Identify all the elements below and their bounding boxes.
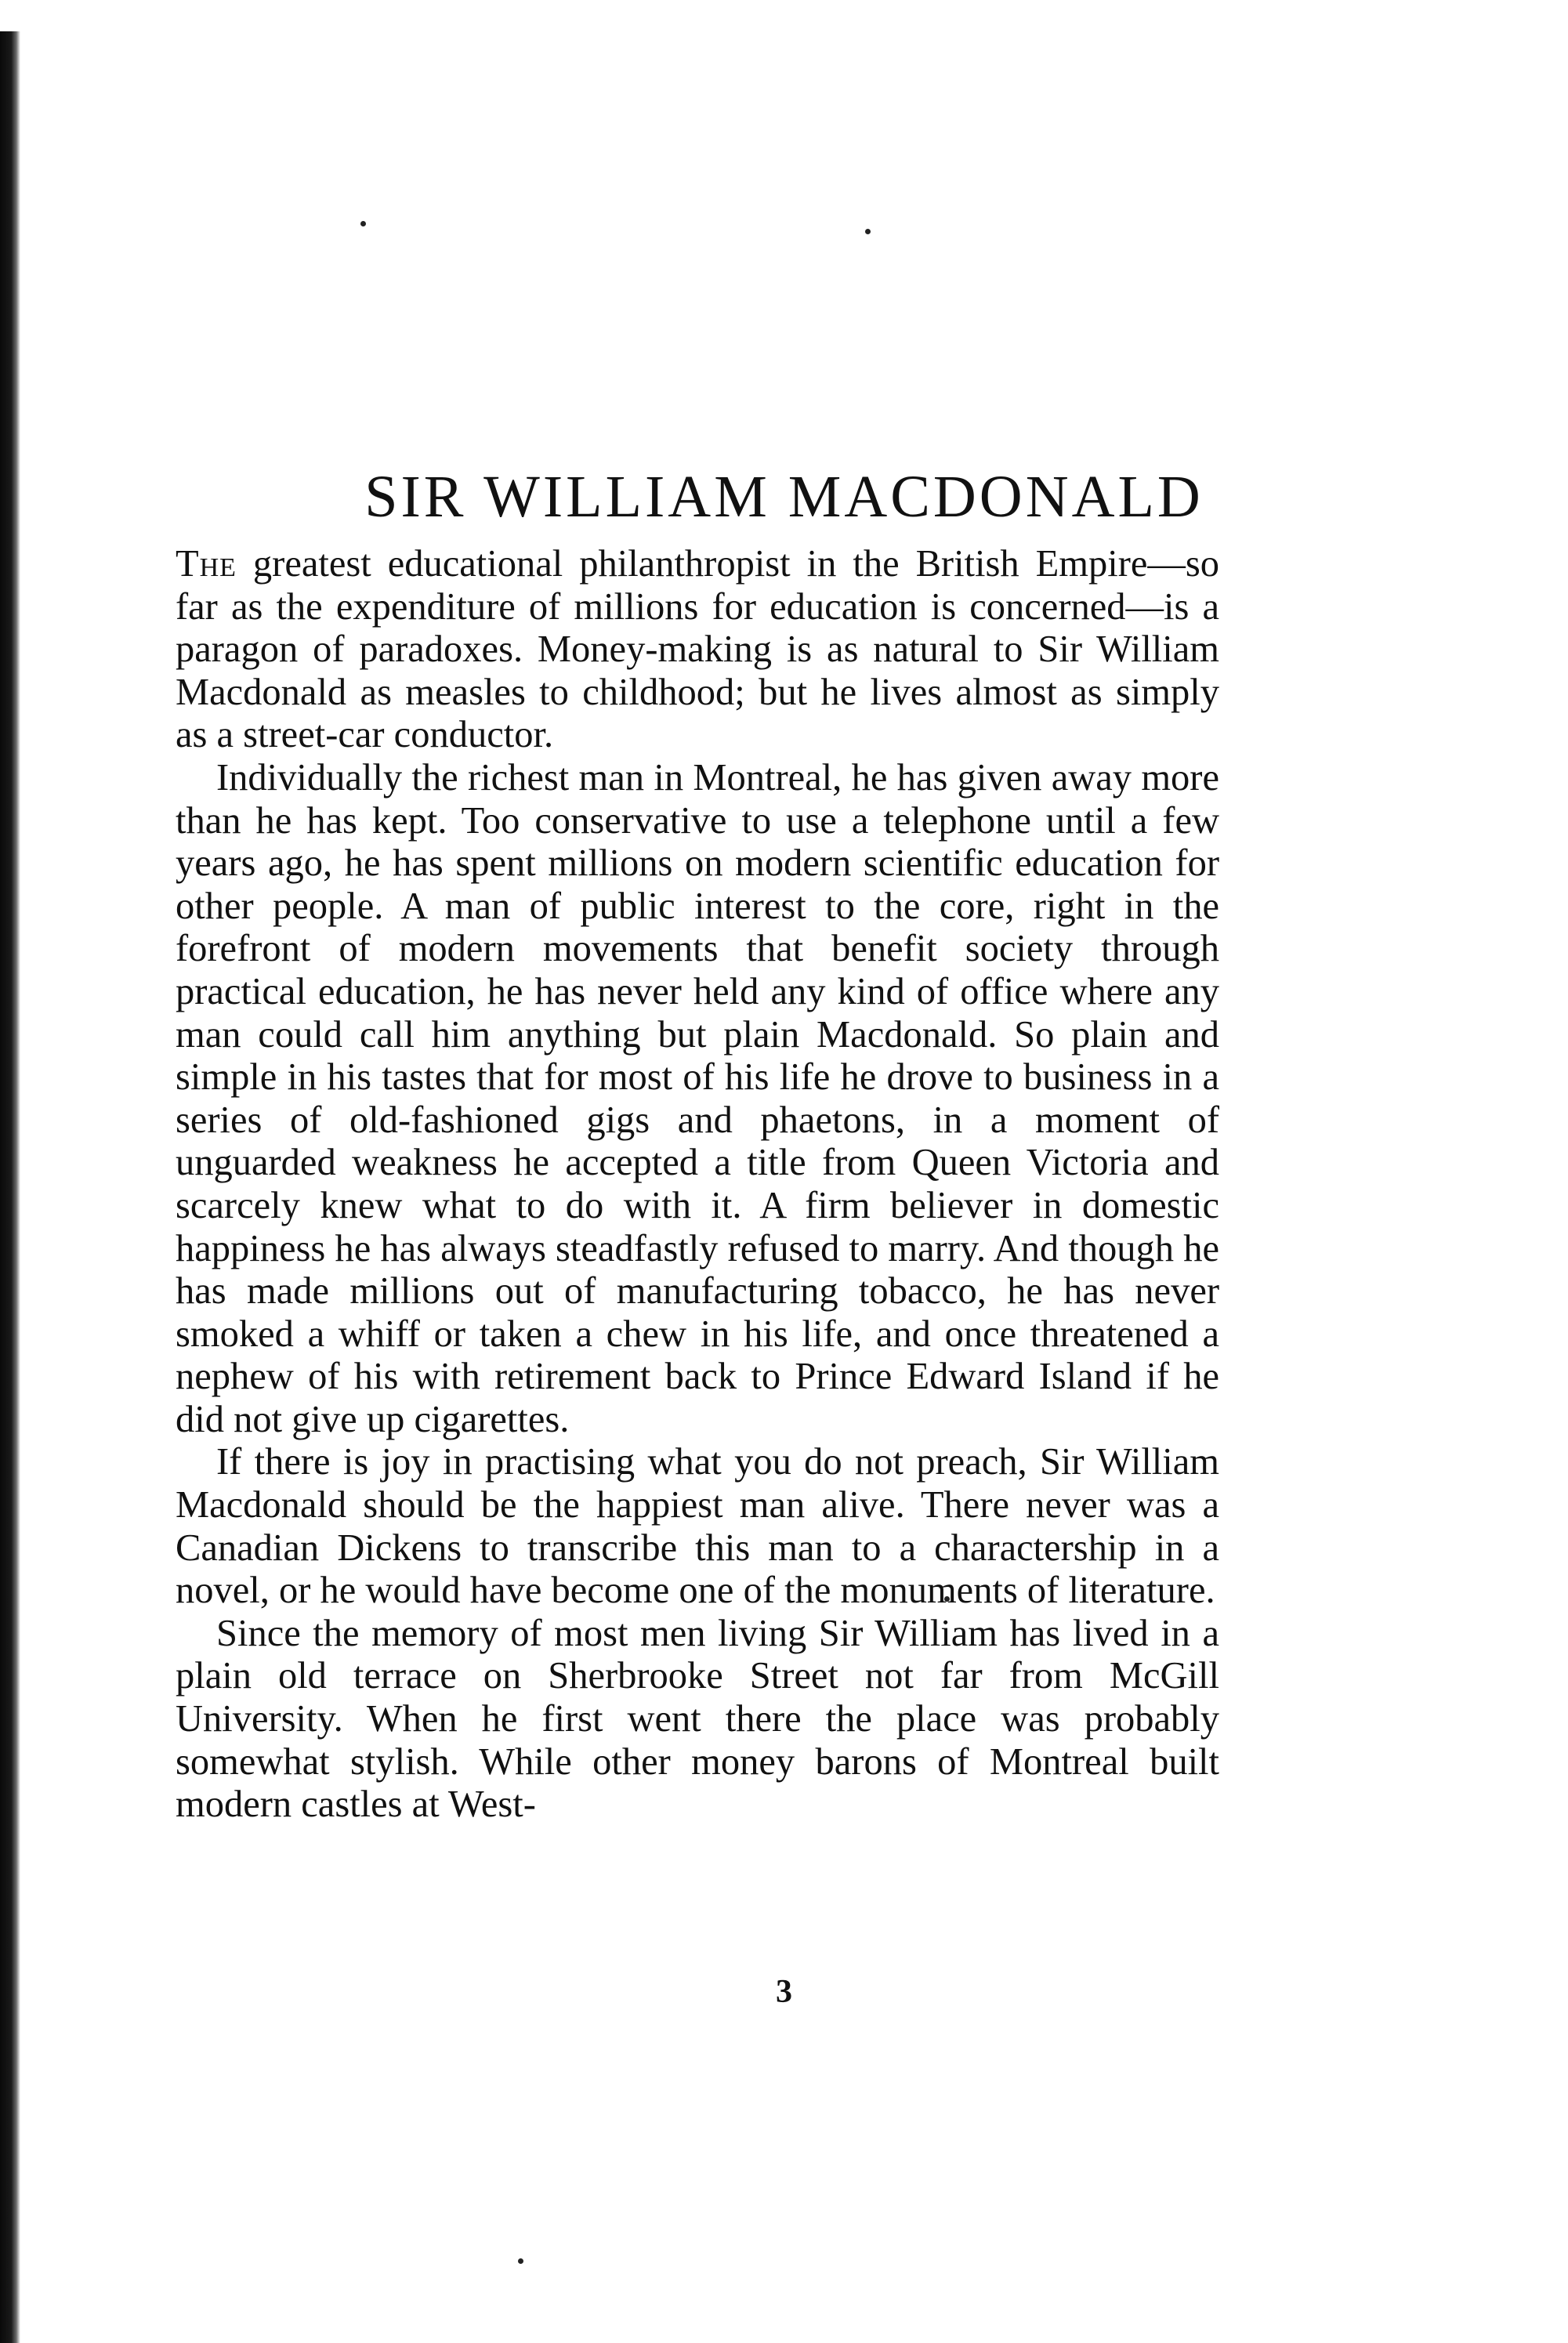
chapter-title: SIR WILLIAM MACDONALD bbox=[364, 463, 1204, 530]
scan-speck bbox=[518, 2258, 523, 2264]
paragraph bbox=[176, 543, 1219, 757]
paragraph: Since the memory of most men living Sir William has lived in a plain old terrace on Sherbrooke Street not far from McGill University. When he first went there the place was probably somewhat stylish. While other money barons of Montreal built modern castles at West- bbox=[176, 1612, 1219, 1826]
page-number: 3 bbox=[776, 1974, 792, 2010]
scan-speck bbox=[865, 229, 871, 234]
scan-speck bbox=[360, 221, 366, 226]
lead-word: The bbox=[176, 543, 237, 585]
paragraph: If there is joy in practising what you do not preach, Sir William Macdonald should be the happiest man alive. There never was a Canadian Dickens to transcribe this man to a charactership in a novel, or he would have become one of the monuments of literature. bbox=[176, 1441, 1219, 1612]
paragraph: Individually the richest man in Montreal, he has given away more than he has kept. Too conservative to use a telephone until a few years ago, he has spent millions on modern scientific education for other people. A man of public interest to the core, right in the forefront of modern movements that benefit society through practical education, he has never held any kind of office where any man could call him anything but plain Macdonald. So plain and simple in his tastes that for most of his life he drove to business in a series of old-fashioned gigs and phaetons, in a moment of unguarded weakness he accepted a title from Queen Victoria and scarcely knew what to do with it. A firm believer in domestic happiness he has always steadfastly refused to marry. And though he has made millions out of manufacturing tobacco, he has never smoked a whiff or taken a chew in his life, and once threatened a nephew of his with retirement back to Prince Edward Island if he did not give up cigarettes. bbox=[176, 756, 1219, 1440]
body-text bbox=[176, 543, 1219, 1827]
paragraph-text: greatest educational philanthropist in the British Empire—so far as the expenditure of millions for education is concerned—is a paragon of paradoxes. Money-making is as natural to Sir William Macdonald as measles to childhood; but he lives almost as simply as a street-car conductor. bbox=[176, 543, 1219, 756]
